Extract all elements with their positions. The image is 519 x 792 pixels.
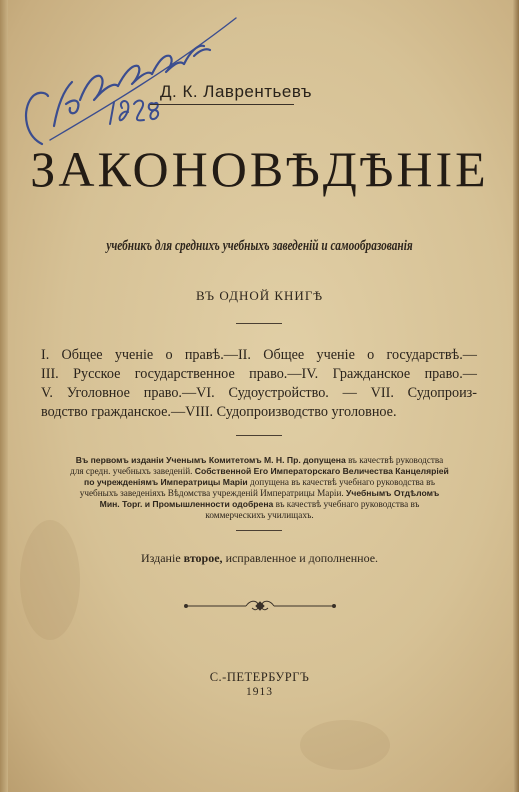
one-book-note: ВЪ ОДНОЙ КНИГѢ bbox=[195, 288, 324, 303]
ornament-divider bbox=[180, 596, 340, 616]
paper-stain bbox=[300, 720, 390, 770]
signature-stroke-end bbox=[184, 46, 210, 64]
contents-line: III. Русское государственное право.—IV. Гражданское право.— bbox=[41, 366, 477, 382]
signature-flourish bbox=[50, 18, 236, 140]
contents-line: V. Уголовное право.—VI. Судоустройство. — VII. Судопроиз- bbox=[41, 385, 477, 401]
approval-text-1: въ качествѣ руководства для средн. учебныхъ заведеній. bbox=[70, 455, 444, 476]
handwritten-signature bbox=[14, 4, 244, 154]
paper-stain bbox=[20, 520, 80, 640]
edition-number: второе, bbox=[183, 551, 223, 565]
signature-stroke-sh bbox=[152, 56, 184, 74]
signature-stroke-c bbox=[26, 93, 48, 144]
approval-text-2: допущена въ качествѣ учебнаго руководства въ учебныхъ заведеніяхъ Вѣдомства учрежденій Императрицы Маріи. bbox=[79, 477, 435, 498]
approval-text-3: въ качествѣ учебнаго руководства въ коммерческихъ училищахъ. bbox=[205, 499, 420, 520]
divider-rule bbox=[236, 323, 282, 324]
signature-stroke-v bbox=[80, 76, 118, 100]
approval-bold-3: Учебнымъ Отдѣломъ Мин. Торг. и Промышленности одобрена bbox=[99, 488, 440, 509]
table-of-contents bbox=[41, 346, 477, 422]
publication-city: С.-ПЕТЕРБУРГЪ bbox=[209, 670, 310, 684]
edition-suffix: исправленное и дополненное. bbox=[225, 551, 379, 565]
book-title: ЗАКОНОВѢДѢНІЕ bbox=[30, 141, 489, 197]
divider-rule bbox=[236, 530, 282, 531]
approval-bold-1: Въ первомъ изданіи Ученымъ Комитетомъ М. Н. Пр. допущена bbox=[75, 455, 346, 465]
edition-prefix: Изданіе bbox=[140, 551, 181, 565]
contents-line: I. Общее ученіе о правѣ.—II. Общее ученіе о государствѣ.— bbox=[41, 347, 477, 363]
approval-bold-2: Собственной Его Императорскаго Величества Канцеляріей по учрежденіямъ Императрицы Маріи bbox=[84, 466, 449, 487]
signature-stroke-i bbox=[54, 82, 78, 126]
divider-rule bbox=[236, 435, 282, 436]
approval-notice bbox=[70, 455, 449, 521]
signature-drawing bbox=[14, 4, 244, 154]
signature-stroke-a bbox=[118, 66, 152, 86]
publication-year: 1913 bbox=[246, 686, 273, 698]
author-name: Д. К. Лаврентьевъ bbox=[160, 82, 312, 101]
contents-line: водство гражданское.—VIII. Судопроизводство уголовное. bbox=[41, 404, 397, 420]
author-underline bbox=[150, 104, 294, 105]
edition-note bbox=[0, 551, 519, 566]
book-subtitle: учебникъ для среднихъ учебныхъ заведеній и самообразованія bbox=[106, 238, 413, 254]
